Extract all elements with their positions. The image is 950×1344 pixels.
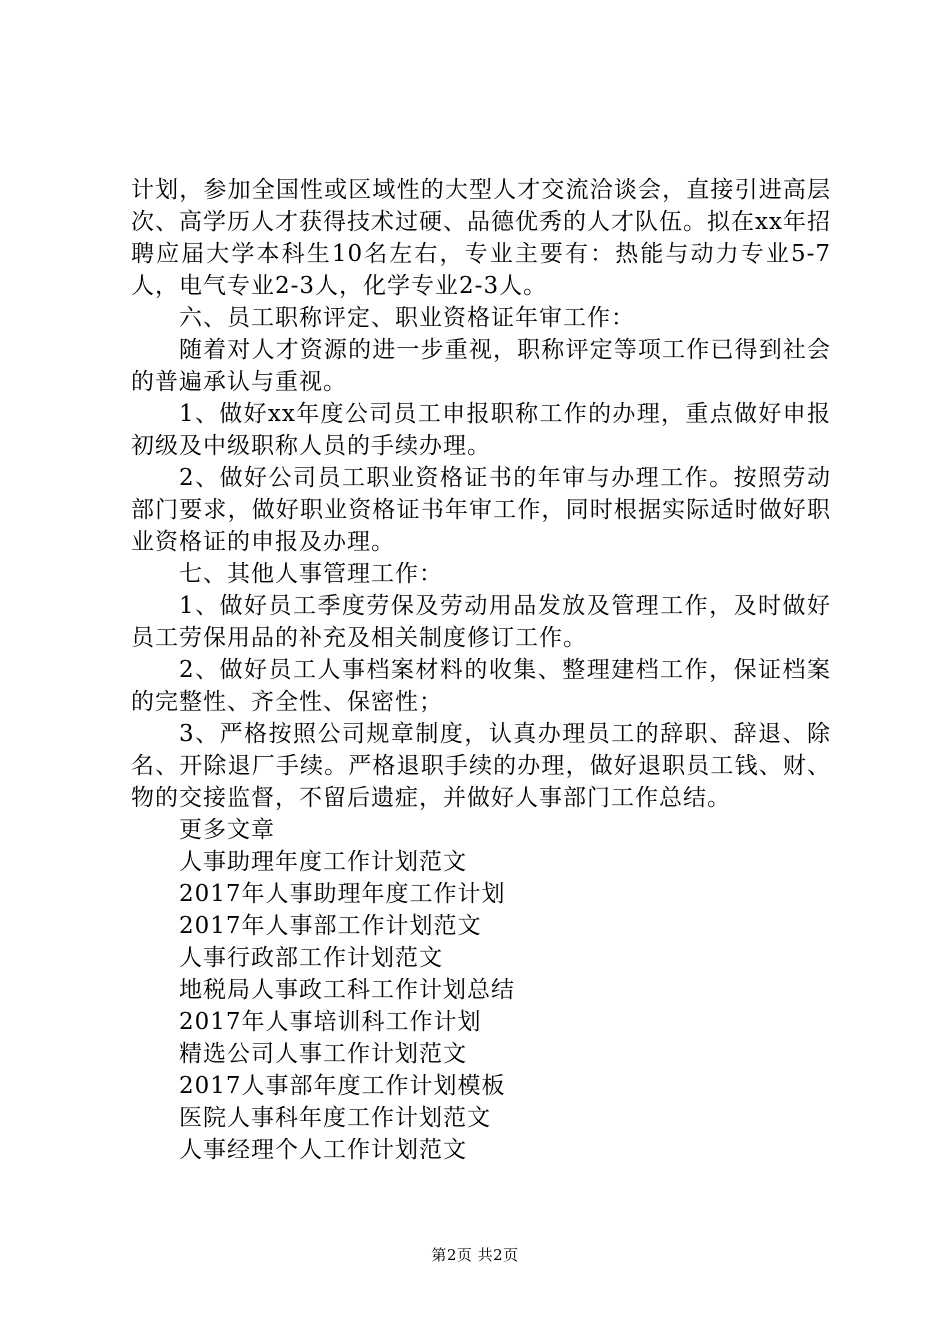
paragraph: 1、做好xx年度公司员工申报职称工作的办理，重点做好申报初级及中级职称人员的手续办理。: [131, 401, 831, 459]
article-link[interactable]: 地税局人事政工科工作计划总结: [179, 977, 515, 1003]
section-heading-seven: 七、其他人事管理工作：: [179, 561, 443, 587]
article-link[interactable]: 人事助理年度工作计划范文: [179, 849, 467, 875]
article-link[interactable]: 2017年人事部工作计划范文: [179, 913, 482, 939]
article-link[interactable]: 精选公司人事工作计划范文: [179, 1041, 467, 1067]
more-articles-list: [131, 846, 831, 1166]
paragraph: 2、做好员工人事档案材料的收集、整理建档工作，保证档案的完整性、齐全性、保密性；: [131, 657, 831, 715]
paragraph: 计划，参加全国性或区域性的大型人才交流洽谈会，直接引进高层次、高学历人才获得技术过硬、品德优秀的人才队伍。拟在xx年招聘应届大学本科生10名左右，专业主要有：热能与动力专业5-7人，电气专业2-3人，化学专业2-3人。: [131, 177, 831, 299]
article-link[interactable]: 2017年人事培训科工作计划: [179, 1009, 482, 1035]
more-articles-title: 更多文章: [179, 817, 275, 843]
paragraph: 2、做好公司员工职业资格证书的年审与办理工作。按照劳动部门要求，做好职业资格证书年审工作，同时根据实际适时做好职业资格证的申报及办理。: [131, 465, 831, 555]
paragraph: 1、做好员工季度劳保及劳动用品发放及管理工作，及时做好员工劳保用品的补充及相关制度修订工作。: [131, 593, 831, 651]
article-link[interactable]: 2017年人事助理年度工作计划: [179, 881, 506, 907]
page-number-footer: 第2页 共2页: [431, 1246, 519, 1264]
paragraph: 3、严格按照公司规章制度，认真办理员工的辞职、辞退、除名、开除退厂手续。严格退职手续的办理，做好退职员工钱、财、物的交接监督，不留后遗症，并做好人事部门工作总结。: [131, 721, 831, 811]
article-link[interactable]: 人事行政部工作计划范文: [179, 945, 443, 971]
paragraph: 随着对人才资源的进一步重视，职称评定等项工作已得到社会的普遍承认与重视。: [131, 337, 831, 395]
article-link[interactable]: 2017人事部年度工作计划模板: [179, 1073, 506, 1099]
article-link[interactable]: 人事经理个人工作计划范文: [179, 1137, 467, 1163]
article-link[interactable]: 医院人事科年度工作计划范文: [179, 1105, 491, 1131]
document-body: [131, 174, 831, 1189]
section-heading-six: 六、员工职称评定、职业资格证年审工作：: [179, 305, 635, 331]
